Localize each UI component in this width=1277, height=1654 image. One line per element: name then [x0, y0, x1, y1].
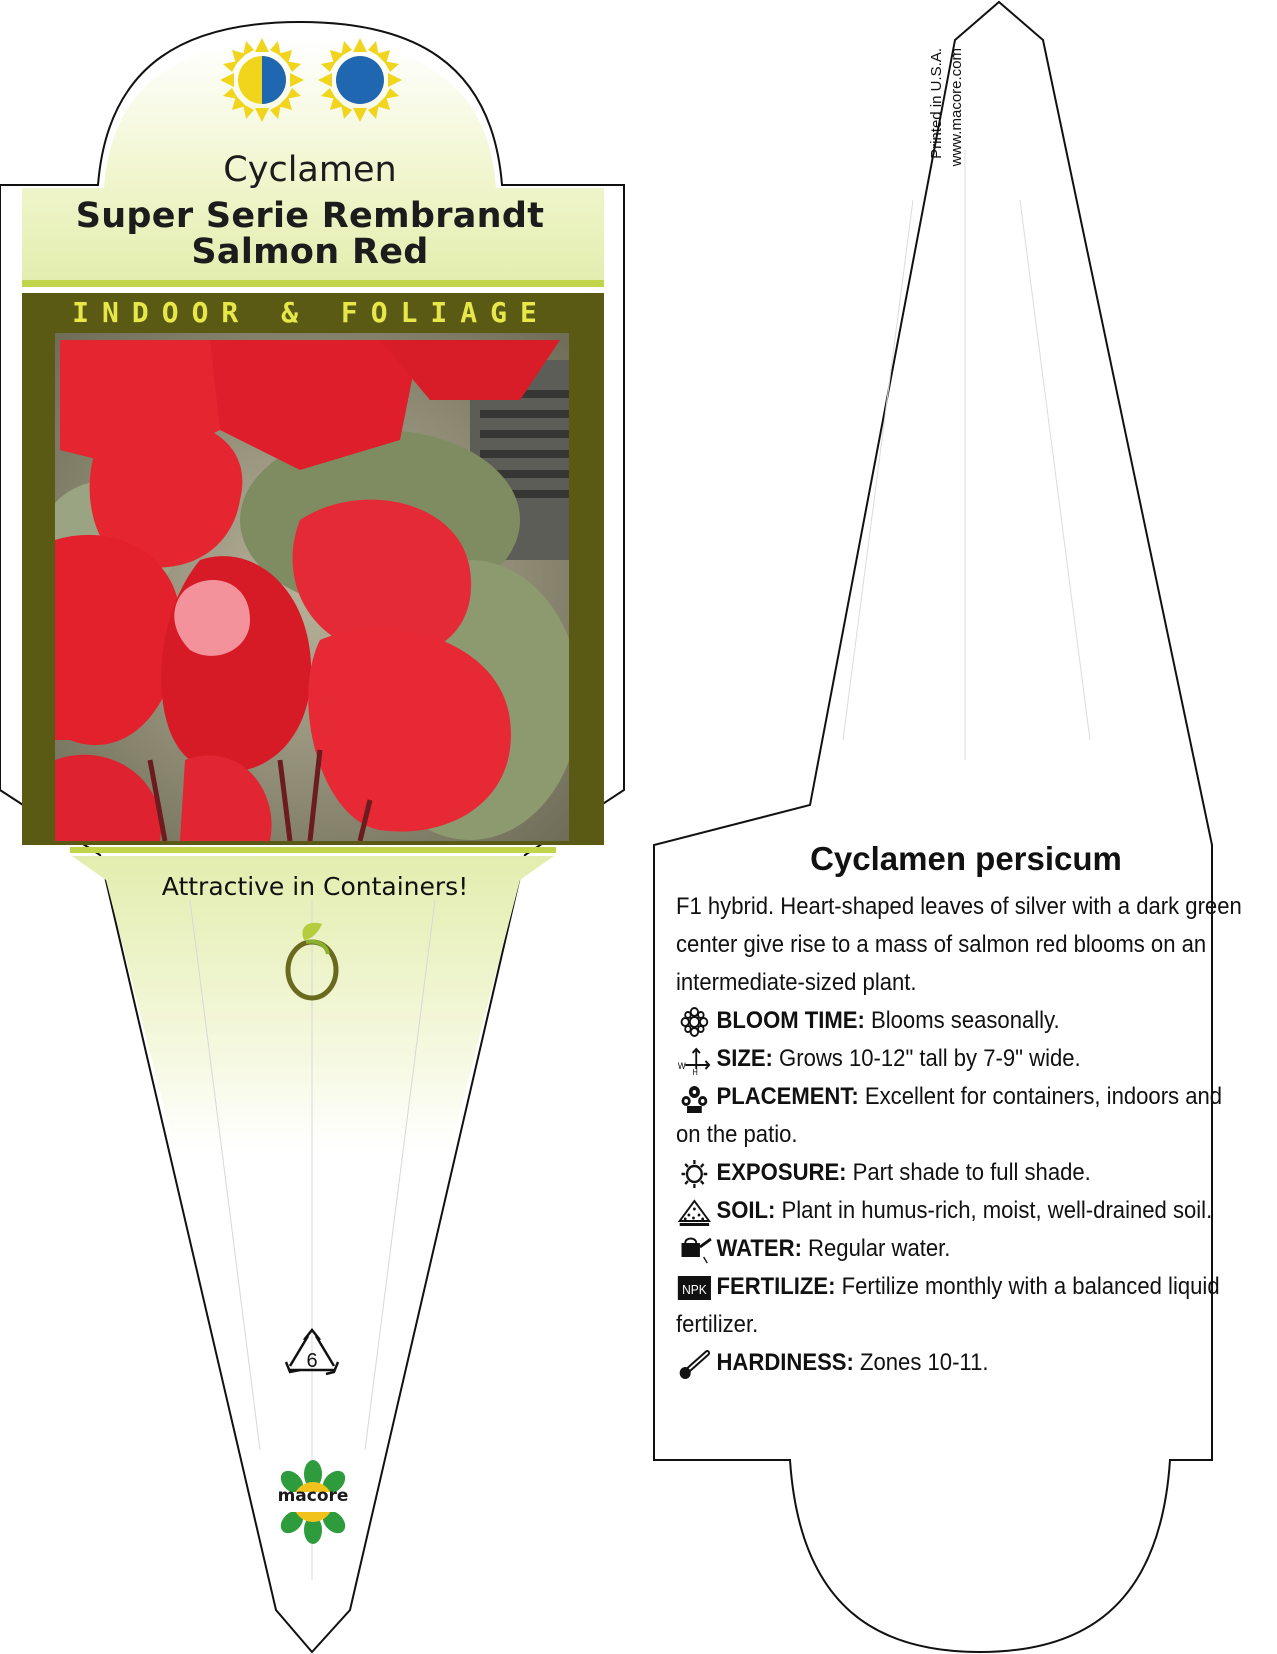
care-key: WATER:	[716, 1235, 802, 1262]
full-shade-icon	[318, 38, 402, 122]
care-key: PLACEMENT:	[716, 1083, 859, 1110]
care-list	[676, 1002, 1276, 1382]
svg-text:NPK: NPK	[682, 1282, 707, 1297]
flower-icon	[676, 1007, 713, 1037]
part-sun-icon	[220, 38, 304, 122]
tagline: Attractive in Containers!	[161, 872, 469, 901]
care-row	[676, 1040, 1246, 1078]
brand-name: macore	[277, 1486, 349, 1506]
npk-icon	[676, 1273, 713, 1303]
back-tag-outline	[654, 2, 1212, 1652]
svg-text:H: H	[692, 1067, 698, 1075]
watering-can-icon	[676, 1235, 713, 1265]
plant-description: F1 hybrid. Heart-shaped leaves of silver with a dark green center give rise to a mass of salmon red blooms on an intermediate-sized plant.	[676, 893, 1242, 996]
care-key: EXPOSURE:	[716, 1159, 847, 1186]
care-key: FERTILIZE:	[716, 1273, 836, 1300]
printed-country: Printed in U.S.A.	[928, 48, 945, 159]
care-text: Excellent for containers, indoors and on the patio.	[676, 1083, 1223, 1148]
category-label: INDOOR & FOLIAGE	[72, 296, 550, 329]
soil-icon	[676, 1197, 713, 1227]
care-text: Part shade to full shade.	[846, 1159, 1091, 1186]
care-text: Plant in humus-rich, moist, well-drained soil.	[775, 1197, 1213, 1224]
care-row	[676, 1154, 1246, 1192]
care-text: Blooms seasonally.	[864, 1007, 1060, 1034]
care-key: SIZE:	[716, 1045, 773, 1072]
care-row	[676, 1078, 1246, 1154]
svg-text:W: W	[677, 1060, 686, 1071]
flower-photo	[40, 333, 580, 841]
size-arrows-icon	[676, 1045, 713, 1075]
care-row	[676, 1192, 1246, 1230]
variety-name-line1: Super Serie Rembrandt	[75, 196, 545, 236]
care-text: Grows 10-12" tall by 7-9" wide.	[772, 1045, 1081, 1072]
care-key: SOIL:	[716, 1197, 776, 1224]
care-text: Zones 10-11.	[853, 1349, 989, 1376]
care-panel	[676, 840, 1276, 1382]
care-row	[676, 1344, 1246, 1382]
care-key: BLOOM TIME:	[716, 1007, 865, 1034]
printed-info	[928, 48, 968, 218]
placement-flowers-icon	[676, 1083, 713, 1113]
genus-name: Cyclamen	[223, 150, 397, 190]
sun-outline-icon	[676, 1159, 713, 1189]
recycle-code: 6	[306, 1350, 318, 1372]
care-text: Fertilize monthly with a balanced liquid fertilizer.	[676, 1273, 1220, 1338]
care-row	[676, 1230, 1246, 1268]
care-row	[676, 1002, 1246, 1040]
variety-name-line2: Salmon Red	[191, 232, 429, 272]
thermometer-icon	[676, 1349, 713, 1379]
care-key: HARDINESS:	[716, 1349, 854, 1376]
printed-website: www.macore.com	[948, 48, 965, 167]
species-name: Cyclamen persicum	[810, 840, 1122, 877]
care-text: Regular water.	[801, 1235, 951, 1262]
care-row	[676, 1268, 1246, 1344]
